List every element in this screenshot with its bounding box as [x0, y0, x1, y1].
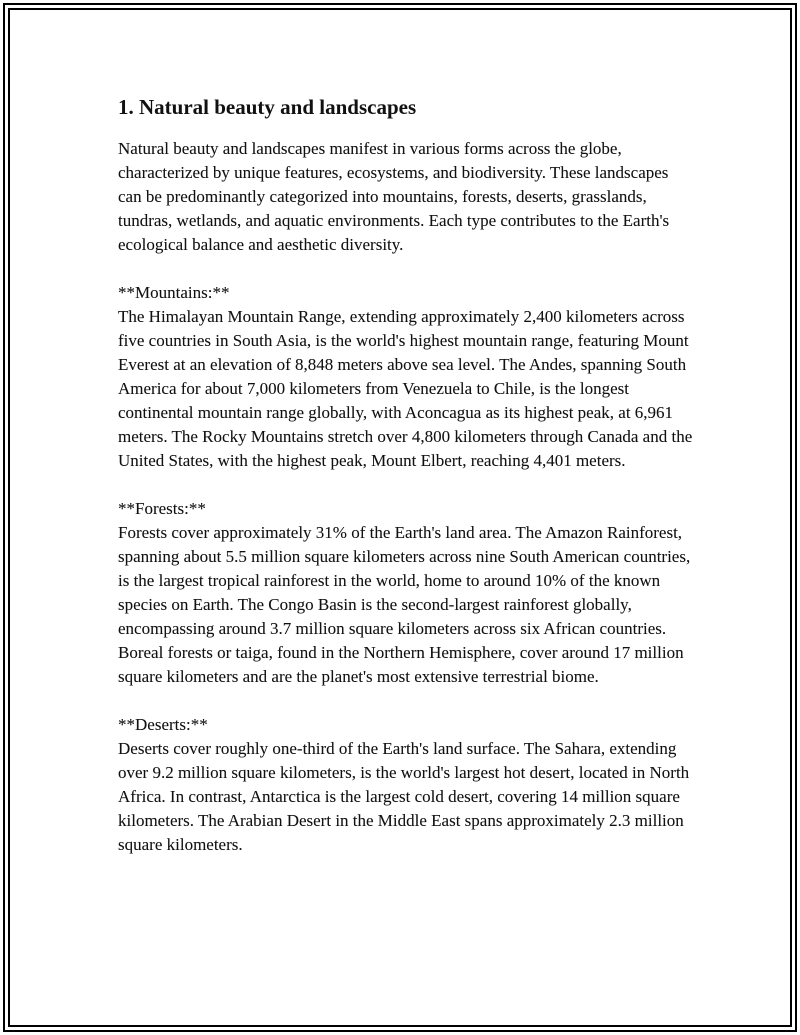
forests-label: **Forests:**: [118, 499, 206, 518]
section-heading: 1. Natural beauty and landscapes: [118, 95, 417, 119]
deserts-paragraph: Deserts cover roughly one-third of the Earth's land surface. The Sahara, extending over 9.2 million square kilometers, is the world's largest hot desert, located in North Africa. In contrast, Antarctica is the largest cold desert, covering 14 million square kilometers. The Arabian Desert in the Middle East spans approximately 2.3 million square kilometers.: [118, 739, 690, 854]
mountains-label: **Mountains:**: [118, 283, 230, 302]
forests-paragraph: Forests cover approximately 31% of the Earth's land area. The Amazon Rainforest, spanning about 5.5 million square kilometers across nine South American countries, is the largest tropical rainforest in the world, home to around 10% of the known species on Earth. The Congo Basin is the second-largest rainforest globally, encompassing around 3.7 million square kilometers across six African countries. Boreal forests or taiga, found in the Northern Hemisphere, cover around 17 million square kilometers and are the planet's most extensive terrestrial biome.: [118, 523, 691, 686]
deserts-label: **Deserts:**: [118, 715, 208, 734]
document-body: [118, 92, 693, 857]
mountains-paragraph: The Himalayan Mountain Range, extending approximately 2,400 kilometers across five countries in South Asia, is the world's highest mountain range, featuring Mount Everest at an elevation of 8,848 meters above sea level. The Andes, spanning South America for about 7,000 kilometers from Venezuela to Chile, is the longest continental mountain range globally, with Aconcagua as its highest peak, at 6,961 meters. The Rocky Mountains stretch over 4,800 kilometers through Canada and the United States, with the highest peak, Mount Elbert, reaching 4,401 meters.: [118, 307, 693, 470]
intro-paragraph: Natural beauty and landscapes manifest in various forms across the globe, characterized by unique features, ecosystems, and biodiversity. These landscapes can be predominantly categorized into mountains, forests, deserts, grasslands, tundras, wetlands, and aquatic environments. Each type contributes to the Earth's ecological balance and aesthetic diversity.: [118, 139, 670, 254]
